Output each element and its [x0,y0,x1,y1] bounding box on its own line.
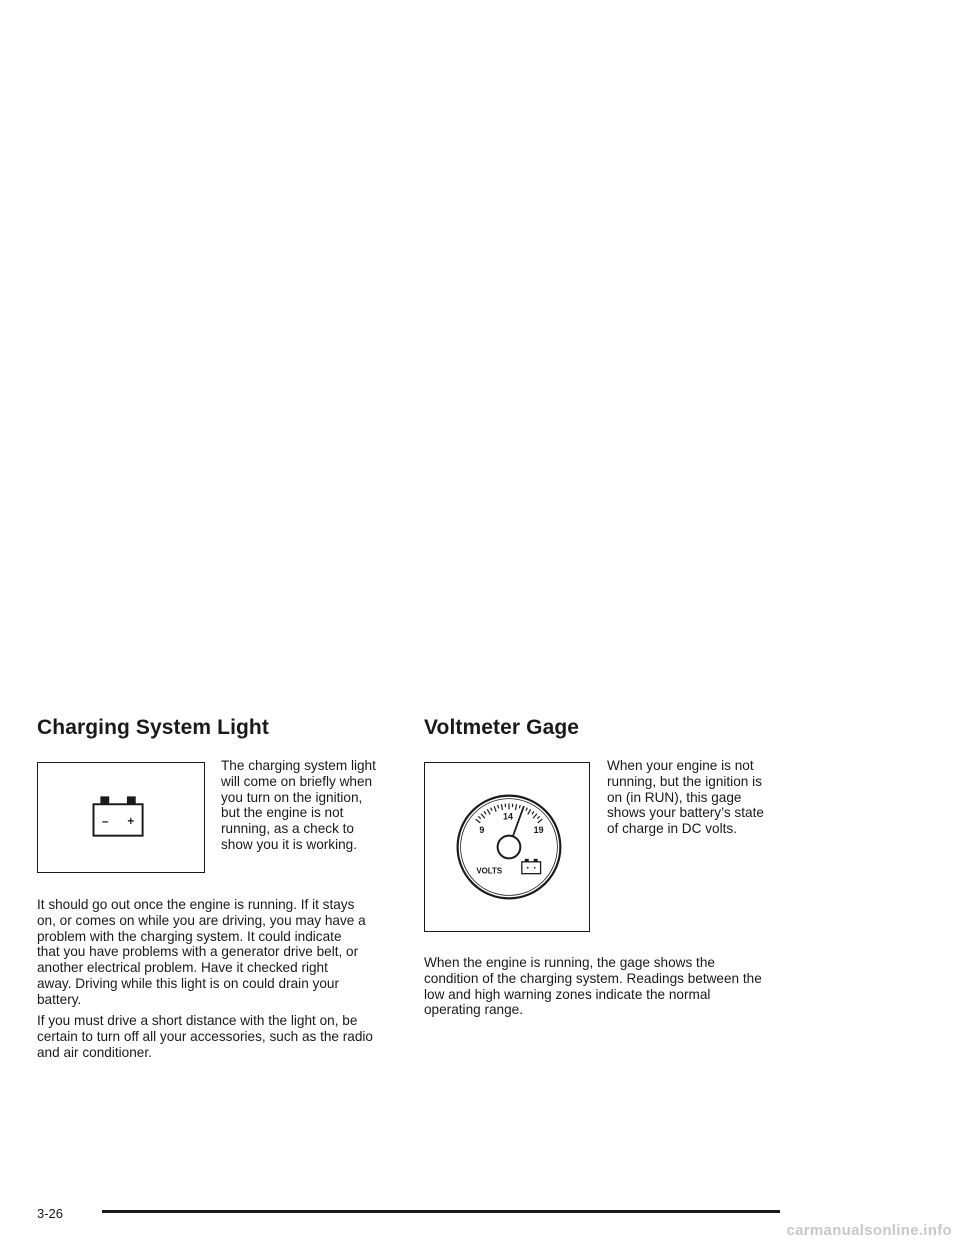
voltmeter-intro: When your engine is not running, but the ignition is on (in RUN), this gage shows your battery’s state of charge in DC volts. [607,758,764,837]
gauge-tick [478,816,480,818]
charging-light-paragraph-1: It should go out once the engine is running. If it stays on, or comes on while you are driving, you may have a problem with the charging system. It could indicate that you have problems with a generator drive belt, or another electrical problem. Have it checked right away. Driving while this light is on could drain your battery. [37,897,366,1007]
heading-charging-system-light: Charging System Light [37,716,269,739]
gauge-tick [532,811,534,814]
watermark: carmanualsonline.info [786,1222,952,1239]
gauge-label-14: 14 [503,811,513,822]
page-number: 3-26 [37,1206,64,1221]
gauge-hub [498,836,521,859]
gauge-unit-label: VOLTS [476,866,503,876]
gauge-tick [537,816,539,818]
gauge-tick [526,808,527,811]
gauge-tick [533,814,537,819]
gauge-label-9: 9 [479,825,485,836]
charging-light-intro: The charging system light will come on briefly when you turn on the ignition, but the engine is not running, as a check to show you it is working. [221,758,376,852]
gauge-tick [515,804,516,810]
gauge-tick [498,805,499,808]
battery-plus-sign: + [127,814,135,828]
battery-icon [38,763,204,872]
gauge-tick [528,809,531,814]
gauge-tick [491,808,492,811]
voltmeter-paragraph-1: When the engine is running, the gage shows the condition of the charging system. Readings between the low and high warning zones indicate the normal operating range. [424,955,762,1018]
gauge-tick [501,804,502,810]
gauge-tick [476,819,481,823]
gauge-tick [481,814,485,819]
footer-rule [102,1210,780,1213]
gauge-tick [494,806,496,812]
charging-system-light-figure [37,762,205,873]
gauge-tick [484,811,486,814]
voltmeter-gauge-icon [425,763,589,931]
gauge-tick [519,805,520,808]
gauge-label-19: 19 [533,825,544,836]
heading-voltmeter-gage: Voltmeter Gage [424,716,580,739]
gauge-tick [487,809,490,814]
battery-minus-sign: – [102,814,109,828]
charging-light-paragraph-2: If you must drive a short distance with the light on, be certain to turn off all your accessories, such as the radio and air conditioner. [37,1013,373,1060]
gauge-battery-icon [522,859,541,874]
voltmeter-gage-figure [424,762,590,932]
gauge-tick [538,819,543,823]
